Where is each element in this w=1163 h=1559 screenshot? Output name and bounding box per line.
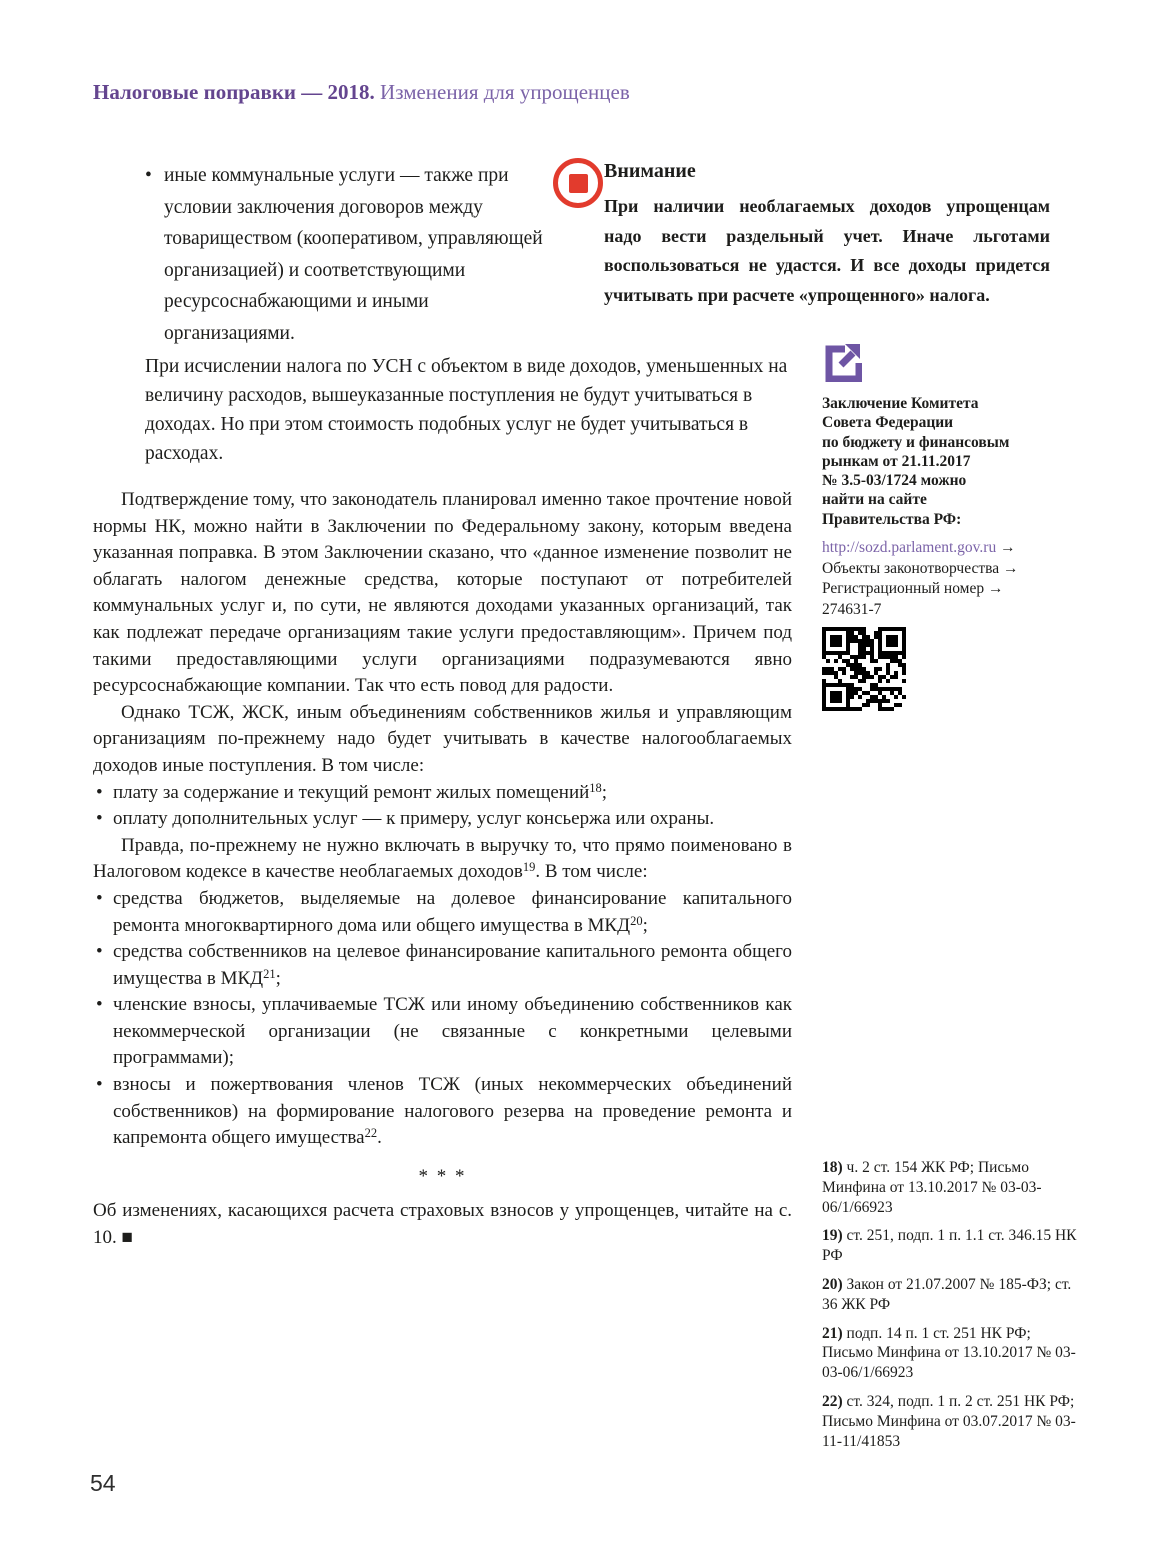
footnote-ref: 22 (364, 1126, 378, 1141)
footnote-ref: 20 (630, 913, 643, 928)
header-title-bold: Налоговые поправки — 2018. (93, 80, 375, 104)
list-item: • оплату дополнительных услуг — к примеру, услуг консьержа или охраны. (93, 806, 792, 833)
bullet-list (93, 886, 792, 1152)
list-item: • взносы и пожертвования членов ТСЖ (иных некоммерческих объединений собственников) на формирование налогового резерва на проведение ремонта и капремонта общего имущества$^{22}$. (93, 1072, 792, 1152)
header-title-light: Изменения для упрощенцев (380, 80, 630, 104)
attention-text: При наличии необлагаемых доходов упрощенцам надо вести раздельный учет. Иначе льготами воспользоваться не удастся. И все доходы придется учитывать при расчете «упрощенного» налога. (604, 196, 1050, 305)
footnote: 18) ч. 2 ст. 154 ЖК РФ; Письмо Минфина от 13.10.2017 № 03-03-06/1/66923 (822, 1159, 1042, 1216)
note-paragraph: При исчислении налога по УСН с объектом в виде доходов, уменьшенных на величину расходов, вышеуказанные поступления не будут учитываться в доходах. Но при этом стоимость подобных услуг не будет учитываться в расходах. (145, 356, 788, 464)
list-item: • плату за содержание и текущий ремонт жилых помещений$^{18}$; (93, 780, 792, 807)
footnote-ref: 18 (589, 780, 602, 795)
footnote-ref: 21 (263, 966, 276, 981)
attention-box (553, 156, 1050, 310)
paragraph: Однако ТСЖ, ЖСК, иным объединениям собственников жилья и управляющим организациям по-прежнему надо будет учитывать в качестве налогооблагаемых доходов иные поступления. В том числе: (93, 701, 792, 776)
bullet-list (93, 780, 792, 833)
page-header (93, 80, 630, 105)
footnote: 21) подп. 14 п. 1 ст. 251 НК РФ; Письмо Минфина от 13.10.2017 № 03-03-06/1/66923 (822, 1324, 1076, 1382)
sidebar-reference-text: Заключение Комитета Совета Федерации по бюджету и финансовым рынкам от 21.11.2017 № 3.5-03/1724 можно найти на сайте Правительства РФ: (822, 395, 1010, 528)
arrow-icon: → (988, 580, 1004, 598)
section-divider: * * * (418, 1165, 467, 1187)
qr-code (822, 627, 1077, 711)
list-item: • средства бюджетов, выделяемые на долевое финансирование капитального ремонта многоквартирного дома или общего имущества в МКД$^{20}$; (93, 886, 792, 939)
footnote: 19) ст. 251, подп. 1 п. 1.1 ст. 346.15 НК РФ (822, 1227, 1077, 1265)
footnote-ref: 19 (522, 860, 536, 875)
sidebar (822, 342, 1077, 711)
paragraph: Подтверждение тому, что законодатель планировал именно такое прочтение новой нормы НК, можно найти в Заключении по Федеральному закону, которым введена указанная поправка. В этом Заключении сказано, что «данное изменение позволит не облагать налогом денежные средства, которые поступают от потребителей коммунальных услуг и, по сути, не являются доходами указанных организаций, так как подлежат передаче организациям такие услуги предоставляющим». Причем под такими предоставляющими услуги организациями подразумеваются явно ресурсоснабжающие компании. Так что есть повод для радости. (93, 489, 792, 697)
external-link-icon (822, 342, 862, 382)
list-item: • иные коммунальные услуги — также при условии заключения договоров между товариществом (кооперативом, управляющей организацией) и соответствующими ресурсоснабжающими и иными организациями. (145, 160, 545, 349)
footnotes-block (822, 1158, 1077, 1460)
arrow-icon: → (1000, 539, 1016, 557)
article-body (93, 487, 792, 1252)
closing-paragraph: Об изменениях, касающихся расчета страховых взносов у упрощенцев, читайте на с. 10. ■ (93, 1200, 792, 1249)
list-item: • членские взносы, уплачиваемые ТСЖ или иному объединению собственников как некоммерческой организации (не связанные с конкретными целевыми программами); (93, 992, 792, 1072)
page-number: 54 (90, 1470, 116, 1496)
sidebar-navigation-path: http://sozd.parlament.gov.ru → Объекты законотворчества → Регистрационный номер → 274631-7 (822, 538, 1077, 620)
list-item: • средства собственников на целевое финансирование капитального ремонта общего имущества в МКД$^{21}$; (93, 939, 792, 992)
registration-number: 274631-7 (822, 600, 882, 618)
intro-bullet-list (145, 160, 545, 349)
end-mark: ■ (121, 1227, 133, 1249)
footnote: 22) ст. 324, подп. 1 п. 2 ст. 251 НК РФ; Письмо Минфина от 03.07.2017 № 03-11-11/41853 (822, 1392, 1076, 1450)
paragraph: Правда, по-прежнему не нужно включать в выручку то, что прямо поименовано в Налоговом кодексе в качестве необлагаемых доходов$^{19}$. В том числе: (93, 834, 792, 883)
attention-title: Внимание (604, 160, 696, 182)
arrow-icon: → (1003, 559, 1019, 577)
footnote: 20) Закон от 21.07.2007 № 185-ФЗ; ст. 36 ЖК РФ (822, 1275, 1072, 1313)
website-link[interactable]: http://sozd.parlament.gov.ru (822, 539, 997, 557)
attention-icon (553, 158, 603, 208)
